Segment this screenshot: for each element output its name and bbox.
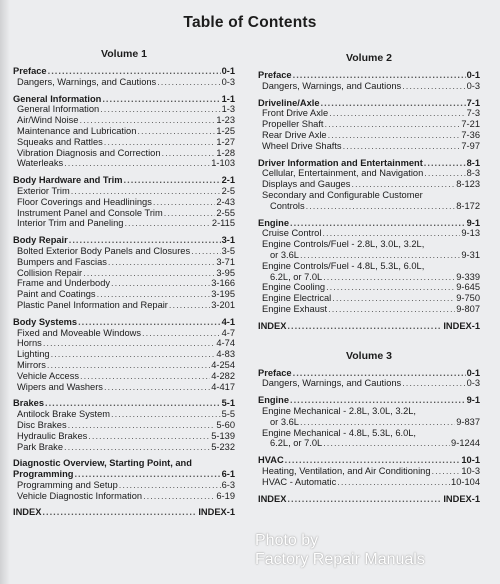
page-number: 1-103 (211, 158, 235, 169)
volume-1-column (13, 48, 235, 518)
toc-entry[interactable] (13, 77, 235, 88)
leader-dots (111, 409, 221, 420)
page-number: 7-36 (461, 129, 480, 140)
toc-entry[interactable] (13, 491, 235, 502)
toc-entry[interactable] (13, 360, 235, 371)
section-diagnostic (13, 458, 235, 501)
page-number: INDEX-1 (198, 507, 235, 518)
toc-entry[interactable] (258, 272, 480, 283)
toc-entry[interactable] (13, 278, 235, 289)
entry-title: Driveline/Axle (258, 97, 320, 108)
page-number: 4-83 (216, 349, 235, 360)
entry-title: Engine Cooling (262, 282, 326, 293)
entry-title: Body Repair (13, 235, 68, 246)
leader-dots (83, 268, 215, 279)
toc-entry[interactable] (13, 197, 235, 208)
page-number: 4-417 (211, 381, 235, 392)
leader-dots (79, 115, 215, 126)
entry-title: Preface (258, 70, 292, 80)
leader-dots (142, 328, 221, 339)
entry-title: Heating, Ventilation, and Air Conditioning (262, 465, 431, 476)
entry-title: Exterior Trim (17, 185, 70, 196)
page-number: 6-19 (216, 490, 235, 501)
leader-dots (328, 304, 455, 315)
toc-entry[interactable] (13, 268, 235, 279)
entry-title: General Information (13, 93, 102, 104)
toc-entry[interactable] (258, 108, 480, 119)
entry-title: Interior Trim and Paneling (17, 218, 124, 229)
index-label: INDEX (258, 320, 287, 331)
page-number: 9-1244 (451, 438, 480, 449)
toc-entry[interactable] (258, 130, 480, 141)
watermark-line1: Photo by (255, 532, 319, 549)
entry-title: Body Hardware and Trim (13, 175, 123, 186)
page-number: 0-1 (221, 66, 235, 76)
entry-title: Vehicle Diagnostic Information (17, 490, 143, 501)
entry-title: Plastic Panel Information and Repair (17, 299, 168, 310)
leader-dots (191, 246, 220, 257)
leader-dots (157, 77, 220, 88)
toc-section-heading[interactable] (258, 70, 480, 81)
section-v2-engine (258, 218, 480, 315)
page-number: 9-13 (461, 228, 480, 239)
toc-entry-index[interactable] (258, 494, 480, 505)
mech1-line1: Engine Mechanical - 2.8L, 3.0L, 3.2L, (262, 405, 417, 416)
page-number: 9-1 (466, 217, 480, 228)
toc-entry[interactable] (258, 477, 480, 488)
leader-dots (323, 272, 455, 283)
page-number: 5-139 (211, 430, 235, 441)
entry-title: Maintenance and Lubrication (17, 125, 137, 136)
section-driveline (258, 98, 480, 152)
toc-entry[interactable] (258, 282, 480, 293)
index-label: INDEX (13, 507, 42, 518)
toc-section-heading[interactable] (13, 94, 235, 105)
fuel2-line1: Engine Controls/Fuel - 4.8L, 5.3L, 6.0L, (262, 260, 425, 271)
entry-title: Front Drive Axle (262, 108, 329, 119)
leader-dots (104, 382, 210, 393)
page-number: 9-339 (456, 271, 480, 282)
leader-dots (325, 119, 461, 130)
entry-title: Park Brake (17, 441, 63, 452)
page-number: 4-282 (211, 370, 235, 381)
page-number: 9-645 (456, 282, 480, 293)
toc-entry[interactable] (13, 382, 235, 393)
toc-section (13, 66, 235, 88)
leader-dots (119, 480, 221, 491)
leader-dots (290, 218, 466, 229)
leader-dots (402, 378, 465, 389)
secondary-controls-line2: Controls (270, 200, 305, 211)
toc-entry[interactable] (258, 395, 480, 406)
section-v3-engine (258, 395, 480, 449)
leader-dots (45, 398, 221, 409)
page-number: 7-3 (466, 108, 480, 119)
page-number: 10-3 (461, 465, 480, 476)
engine-title: Engine (258, 395, 289, 406)
page-number: 10-1 (461, 455, 480, 466)
leader-dots (124, 175, 221, 186)
leader-dots (48, 66, 221, 77)
leader-dots (293, 70, 466, 81)
page-number: 2-115 (211, 218, 235, 229)
page-number: 1-27 (216, 136, 235, 147)
toc-entry[interactable] (258, 304, 480, 315)
toc-section-heading[interactable] (13, 317, 235, 328)
entry-title: Dangers, Warnings, and Cautions (262, 80, 402, 91)
page-number: 5-232 (211, 441, 235, 452)
page-number: 0-1 (466, 70, 480, 80)
toc-entry[interactable] (13, 158, 235, 169)
entry-title: Cellular, Entertainment, and Navigation (262, 168, 424, 179)
page-number: INDEX-1 (443, 493, 480, 504)
page-number: 0-1 (466, 367, 480, 378)
entry-title: Engine Electrical (262, 293, 332, 304)
toc-section-heading[interactable] (258, 98, 480, 109)
page-number: 7-21 (461, 119, 480, 130)
toc-entry[interactable] (13, 104, 235, 115)
leader-dots (169, 300, 210, 311)
page-number: 1-28 (216, 147, 235, 158)
toc-entry[interactable] (13, 328, 235, 339)
entry-title: Frame and Underbody (17, 278, 111, 289)
page-number: 9-1 (466, 395, 480, 406)
page-number: 1-1 (221, 93, 235, 104)
leader-dots (71, 186, 221, 197)
leader-dots (69, 235, 221, 246)
page-number: 2-1 (221, 175, 235, 186)
page-title: Table of Contents (183, 14, 317, 31)
entry-title: Dangers, Warnings, and Cautions (262, 378, 402, 389)
leader-dots (97, 289, 211, 300)
leader-dots (51, 349, 216, 360)
diagnostic-title-line2: Programming (13, 469, 74, 480)
toc-section-heading[interactable] (258, 455, 480, 466)
toc-entry[interactable] (13, 257, 235, 268)
leader-dots (424, 158, 466, 169)
page-number: 3-5 (221, 245, 235, 256)
leader-dots (306, 201, 456, 212)
toc-entry[interactable] (13, 442, 235, 453)
toc-entry[interactable] (13, 469, 235, 480)
secondary-controls-line1: Secondary and Configurable Customer (262, 189, 423, 200)
mech1-line2: or 3.6L (270, 416, 299, 427)
entry-title: Preface (258, 367, 292, 378)
page-number: 6-3 (221, 479, 235, 490)
leader-dots (100, 104, 220, 115)
diagnostic-title-line1: Diagnostic Overview, Starting Point, and (13, 458, 192, 469)
toc-entry[interactable] (258, 250, 480, 261)
toc-section (13, 317, 235, 393)
leader-dots (402, 81, 465, 92)
page-number: 4-1 (221, 316, 235, 327)
leader-dots (124, 218, 210, 229)
page-number: 1-23 (216, 115, 235, 126)
page-number: 3-195 (211, 289, 235, 300)
volume-3-heading: Volume 3 (346, 349, 392, 362)
toc-section-heading[interactable] (13, 398, 235, 409)
fuel1-line1: Engine Controls/Fuel - 2.8L, 3.0L, 3.2L, (262, 239, 425, 250)
leader-dots (321, 98, 466, 109)
page-number: 2-5 (221, 185, 235, 196)
toc-entry[interactable] (13, 148, 235, 159)
toc-entry[interactable] (13, 371, 235, 382)
toc-section-heading[interactable] (13, 175, 235, 186)
leader-dots (80, 371, 210, 382)
entry-title: Programming and Setup (17, 479, 118, 490)
entry-title: Collision Repair (17, 267, 83, 278)
toc-section (13, 235, 235, 311)
page-number: 2-55 (216, 207, 235, 218)
page-number: INDEX-1 (443, 320, 480, 331)
entry-title: Horns (17, 338, 42, 349)
fuel1-line2: or 3.6L (270, 249, 299, 260)
toc-entry[interactable] (13, 246, 235, 257)
leader-dots (293, 368, 466, 379)
section-hvac (258, 455, 480, 487)
toc-entry[interactable] (258, 201, 480, 212)
page-number: 8-3 (466, 168, 480, 179)
entry-title: Propeller Shaft (262, 119, 324, 130)
page-number: 0-3 (466, 80, 480, 91)
leader-dots (64, 442, 210, 453)
page-number: 8-1 (466, 157, 480, 168)
fuel2-line2: 6.2L, or 7.0L (270, 271, 323, 282)
page-number: 3-71 (216, 256, 235, 267)
page-number: 5-60 (216, 419, 235, 430)
leader-dots (332, 293, 455, 304)
toc-entry[interactable] (258, 228, 480, 239)
entry-title: Floor Coverings and Headlinings (17, 196, 152, 207)
leader-dots (290, 395, 466, 406)
entry-title: Body Systems (13, 316, 78, 327)
entry-title: HVAC (258, 455, 284, 466)
entry-title: HVAC - Automatic (262, 476, 337, 487)
toc-entry[interactable] (13, 420, 235, 431)
entry-title: Antilock Brake System (17, 409, 111, 420)
leader-dots (337, 477, 450, 488)
entry-title: Bolted Exterior Body Panels and Closures (17, 245, 191, 256)
leader-dots (162, 148, 216, 159)
page-number: 4-74 (216, 338, 235, 349)
toc-section-heading[interactable] (258, 368, 480, 379)
page-number: 8-172 (456, 200, 480, 211)
toc-entry[interactable] (258, 81, 480, 92)
toc-section (13, 94, 235, 170)
leader-dots (329, 108, 465, 119)
entry-title: Displays and Gauges (262, 179, 351, 190)
toc-entry[interactable] (13, 289, 235, 300)
toc-entry[interactable] (13, 300, 235, 311)
leader-dots (74, 469, 220, 480)
cruise-control-label: Cruise Control (262, 228, 322, 239)
section-v2-preface (258, 70, 480, 92)
toc-entry[interactable] (258, 438, 480, 449)
section-driver-info (258, 158, 480, 212)
section-v3-preface (258, 368, 480, 390)
page-number: 0-3 (466, 378, 480, 389)
volume-2-3-column (258, 52, 480, 504)
toc-entry[interactable] (13, 349, 235, 360)
leader-dots (78, 317, 220, 328)
leader-dots (300, 250, 460, 261)
page-number: 1-25 (216, 125, 235, 136)
mech2-line2: 6.2L, or 7.0L (270, 438, 323, 449)
toc-entry[interactable] (258, 466, 480, 477)
toc-entry[interactable] (258, 179, 480, 190)
leader-dots (351, 179, 455, 190)
leader-dots (64, 158, 210, 169)
toc-entry-index[interactable] (258, 321, 480, 332)
toc-entry[interactable] (258, 119, 480, 130)
toc-entry[interactable] (13, 431, 235, 442)
page-number: 7-97 (461, 140, 480, 151)
entry-title: Disc Brakes (17, 419, 67, 430)
page-number: 5-5 (221, 409, 235, 420)
entry-title: Lighting (17, 349, 50, 360)
entry-title: Wipers and Washers (17, 381, 103, 392)
leader-dots (111, 278, 210, 289)
entry-title: Brakes (13, 398, 45, 409)
page-number: 9-750 (456, 293, 480, 304)
toc-entry[interactable] (13, 338, 235, 349)
leader-dots (432, 466, 461, 477)
page-number: 0-3 (221, 76, 235, 87)
page-number: 8-123 (456, 179, 480, 190)
toc-entry[interactable] (13, 137, 235, 148)
entry-title: Driver Information and Entertainment (258, 157, 423, 168)
entry-title: Instrument Panel and Console Trim (17, 207, 163, 218)
leader-dots (68, 420, 216, 431)
entry-title: Air/Wind Noise (17, 115, 79, 126)
toc-entry[interactable] (258, 218, 480, 229)
page-number: 3-95 (216, 267, 235, 278)
entry-title: Vibration Diagnosis and Correction (17, 147, 161, 158)
leader-dots (323, 438, 450, 449)
page-number: 7-1 (466, 97, 480, 108)
leader-dots (102, 94, 220, 105)
page-number: 9-837 (456, 416, 480, 427)
page-number: 2-43 (216, 196, 235, 207)
toc-entry[interactable] (13, 115, 235, 126)
toc-entry-index[interactable] (13, 507, 235, 518)
toc-entry[interactable] (13, 126, 235, 137)
toc-entry[interactable] (13, 480, 235, 491)
page-number: 4-7 (221, 327, 235, 338)
page-edge-shadow (0, 0, 10, 584)
toc-entry[interactable] (258, 378, 480, 389)
page-number: 9-807 (456, 303, 480, 314)
diagnostic-items (13, 480, 235, 502)
entry-title: Waterleaks (17, 158, 64, 169)
index-label: INDEX (258, 493, 287, 504)
leader-dots (47, 360, 210, 371)
leader-dots (287, 494, 442, 505)
page-number: 10-104 (451, 476, 480, 487)
leader-dots (328, 130, 461, 141)
toc-entry[interactable] (258, 141, 480, 152)
page-number: 5-1 (221, 398, 235, 409)
engine-title: Engine (258, 217, 289, 228)
entry-title: Fixed and Moveable Windows (17, 327, 142, 338)
toc-section (13, 398, 235, 452)
toc-entry[interactable] (258, 168, 480, 179)
mech2-line1: Engine Mechanical - 4.8L, 5.3L, 6.0L, (262, 427, 417, 438)
entry-title: Engine Exhaust (262, 303, 328, 314)
volume-1-sections (13, 66, 235, 452)
leader-dots (287, 321, 442, 332)
entry-title: Wheel Drive Shafts (262, 140, 342, 151)
toc-section-heading[interactable] (258, 158, 480, 169)
volume-2-heading: Volume 2 (346, 52, 392, 64)
entry-title: Hydraulic Brakes (17, 430, 88, 441)
entry-title: Dangers, Warnings, and Cautions (17, 76, 157, 87)
toc-section-heading[interactable] (13, 66, 235, 77)
toc-entry[interactable] (258, 417, 480, 428)
entry-title: Rear Drive Axle (262, 129, 327, 140)
page-number: 6-1 (221, 469, 235, 480)
entry-title: Bumpers and Fascias (17, 256, 107, 267)
leader-dots (88, 431, 210, 442)
leader-dots (104, 137, 216, 148)
page-number: 3-201 (211, 299, 235, 310)
leader-dots (285, 455, 461, 466)
leader-dots (143, 491, 215, 502)
leader-dots (424, 168, 465, 179)
leader-dots (322, 228, 460, 239)
page-number: 1-3 (221, 104, 235, 115)
page-number: 3-166 (211, 278, 235, 289)
entry-title: Mirrors (17, 359, 46, 370)
entry-title: Paint and Coatings (17, 289, 96, 300)
leader-dots (42, 507, 197, 518)
page-number: 9-31 (461, 249, 480, 260)
toc-entry[interactable] (13, 409, 235, 420)
leader-dots (326, 282, 455, 293)
leader-dots (164, 208, 216, 219)
leader-dots (343, 141, 461, 152)
toc-section (13, 175, 235, 229)
page-number: 3-1 (221, 235, 235, 246)
entry-title: Preface (13, 66, 47, 76)
page-number: 4-254 (211, 359, 235, 370)
leader-dots (108, 257, 215, 268)
leader-dots (300, 417, 455, 428)
leader-dots (43, 338, 216, 349)
toc-section-heading[interactable] (13, 235, 235, 246)
toc-entry[interactable] (258, 293, 480, 304)
entry-title: Vehicle Access (17, 370, 80, 381)
entry-title: General Information (17, 104, 100, 115)
watermark (255, 531, 425, 569)
toc-entry[interactable] (13, 186, 235, 197)
leader-dots (137, 126, 215, 137)
watermark-line2: Factory Repair Manuals (255, 551, 425, 568)
leader-dots (153, 197, 216, 208)
toc-entry[interactable] (13, 208, 235, 219)
toc-entry[interactable] (13, 218, 235, 229)
volume-1-heading: Volume 1 (101, 48, 147, 60)
entry-title: Squeaks and Rattles (17, 136, 103, 147)
